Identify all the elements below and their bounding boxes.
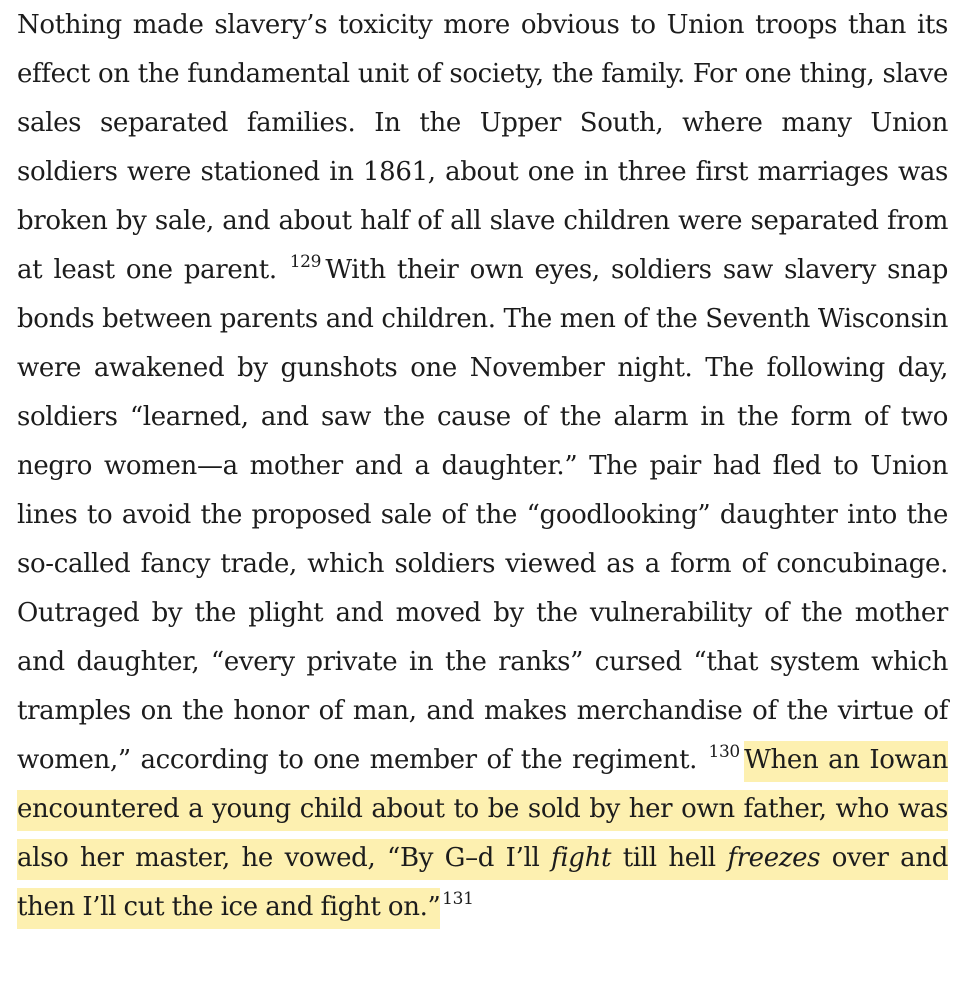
highlight-text: over and then I’ll cut the ice and fight on.” <box>17 843 948 922</box>
text-run: With their own eyes, soldiers saw slavery snap bonds between parents and children. The men of the Seventh Wisconsin were awakened by gunshots one November night. The following day, soldiers “learned, and saw the cause of the alarm in the form of two negro women—a mother and a daughter.” The pair had fled to Union lines to avoid the proposed sale of the “goodlooking” daughter into the so-called fancy trade, which soldiers viewed as a form of concubinage. Outraged by the plight and moved by the vulnerability of the mother and daughter, “every private in the ranks” cursed “that system which tramples on the honor of man, and makes merchandise of the virtue of women,” according to one member of the regiment. <box>17 255 948 775</box>
body-paragraph <box>17 1 948 932</box>
highlight-emphasis: fight <box>551 843 612 873</box>
text-run: Nothing made slavery’s toxicity more obvious to Union troops than its effect on the fundamental unit of society, the family. For one thing, slave sales separated families. In the Upper South, where many Union soldiers were stationed in 1861, about one in three first marriages was broken by sale, and about half of all slave children were separated from at least one parent. <box>17 10 948 285</box>
footnote-ref-131[interactable]: 131 <box>442 888 474 909</box>
highlight-text: till hell <box>611 843 728 873</box>
highlight-text: When an Iowan encountered a young child about to be sold by her own father, who was also her master, he vowed, “By G–d I’ll <box>17 745 948 873</box>
highlight-emphasis: freezes <box>727 843 821 873</box>
footnote-ref-130[interactable]: 130 <box>708 741 740 762</box>
footnote-ref-129[interactable]: 129 <box>289 251 322 272</box>
